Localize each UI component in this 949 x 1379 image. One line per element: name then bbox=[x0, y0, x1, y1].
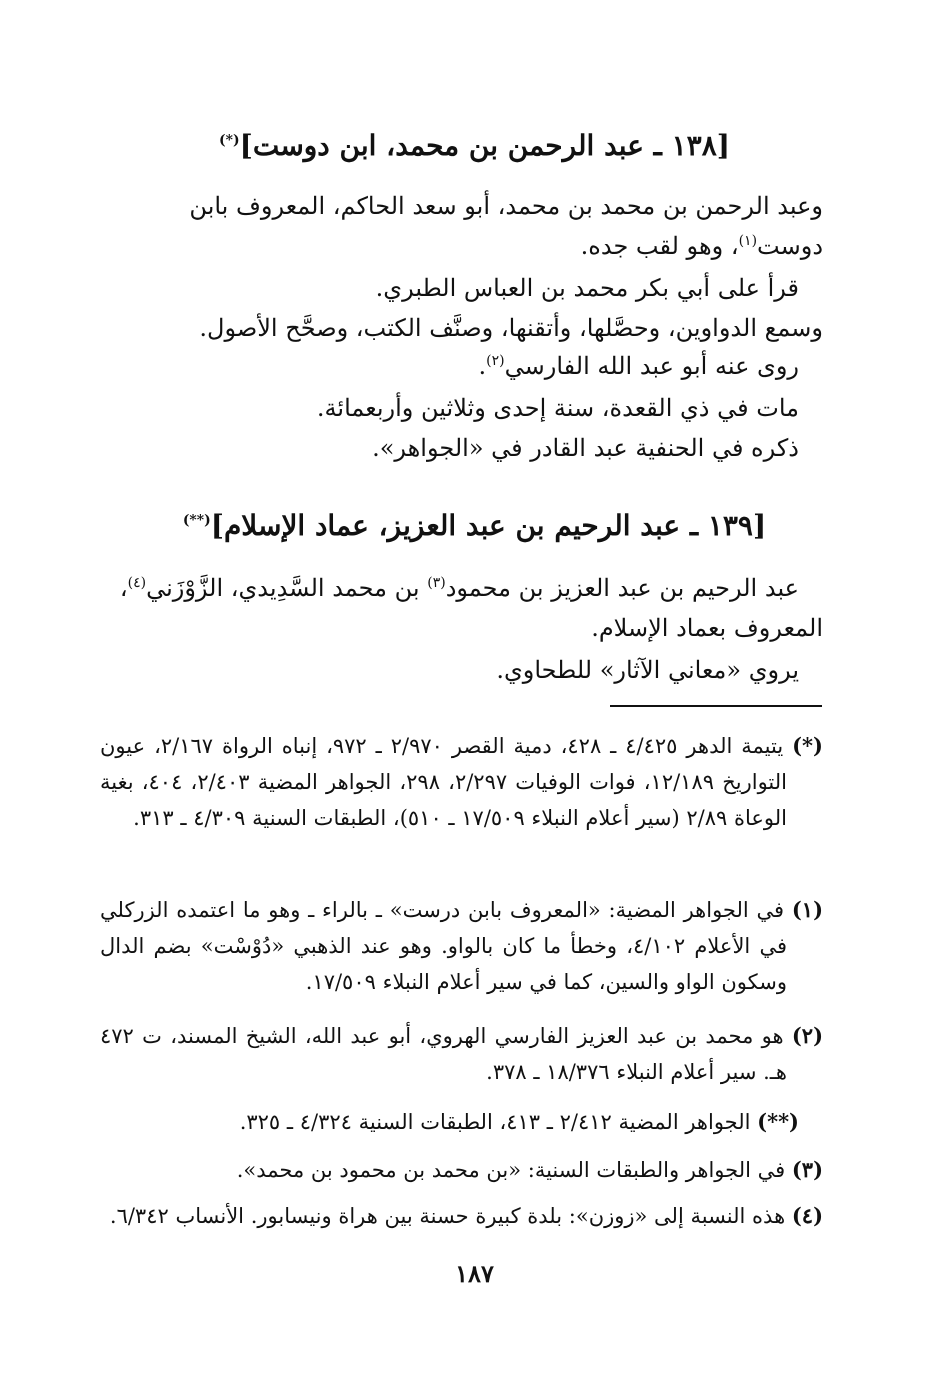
entry-138-line-5 bbox=[100, 346, 799, 386]
entry-139-line-1c: ، bbox=[119, 574, 128, 602]
footnote-ref-1[interactable]: (١) bbox=[738, 233, 758, 249]
entry-138-heading bbox=[100, 128, 849, 164]
footnote-double-star-text: الجواهر المضية ٢/٤١٢ ـ ٤١٣، الطبقات السنية ٤/٣٢٤ ـ ٣٢٥. bbox=[239, 1110, 751, 1134]
entry-138-line-4 bbox=[100, 308, 823, 348]
footnote-ref-4[interactable]: (٤) bbox=[127, 575, 147, 591]
page-number: ١٨٧ bbox=[455, 1259, 494, 1288]
entry-138-line-6 bbox=[100, 388, 799, 428]
entry-139-line-3-text: يروي «معاني الآثار» للطحاوي. bbox=[496, 656, 799, 684]
footnote-4-text: هذه النسبة إلى «زوزن»: بلدة كبيرة حسنة بين هراة ونيسابور. الأنساب ٦/٣٤٢. bbox=[109, 1204, 786, 1228]
footnote-2-mark: (٢) bbox=[791, 1023, 823, 1048]
entry-139-line-1b: بن محمد السَّدِيدي، الزَّوْزَني bbox=[146, 574, 428, 602]
entry-139-line-3 bbox=[100, 650, 799, 690]
footnote-1 bbox=[100, 892, 823, 1000]
footnote-1-mark: (١) bbox=[791, 897, 824, 922]
entry-138-line-5-text: روى عنه أبو عبد الله الفارسي bbox=[504, 352, 799, 380]
footnote-4 bbox=[100, 1198, 823, 1234]
entry-139-line-1 bbox=[100, 568, 799, 608]
entry-139-line-2 bbox=[100, 608, 823, 648]
entry-138-line-1 bbox=[100, 186, 823, 226]
entry-138-line-2-name: دوست bbox=[757, 232, 823, 260]
footnote-2-text: هو محمد بن عبد العزيز الفارسي الهروي، أبو عبد الله، الشيخ المسند، ت ٤٧٢ هـ. سير أعلام النبلاء ١٨/٣٧٦ ـ ٣٧٨. bbox=[100, 1024, 787, 1084]
footnote-double-star-mark: (**) bbox=[757, 1109, 799, 1134]
entry-138-line-3 bbox=[100, 268, 799, 308]
footnote-ref-2[interactable]: (٢) bbox=[486, 353, 505, 369]
entry-138-line-6-text: مات في ذي القعدة، سنة إحدى وثلاثين وأربعمائة. bbox=[316, 394, 799, 422]
entry-139-heading-mark: (**) bbox=[182, 512, 211, 529]
entry-138-line-4-text: وسمع الدواوين، وحصَّلها، وأتقنها، وصنَّف الكتب، وصحَّح الأصول. bbox=[199, 314, 823, 342]
entry-139-line-2-text: المعروف بعماد الإسلام. bbox=[591, 614, 823, 642]
footnote-separator bbox=[610, 705, 822, 707]
entry-138-line-2-text: ، وهو لقب جده. bbox=[580, 232, 739, 260]
footnote-star-mark: (*) bbox=[792, 733, 823, 758]
footnote-3-text: في الجواهر والطبقات السنية: «بن محمد بن محمود بن محمد». bbox=[236, 1158, 786, 1182]
footnote-4-mark: (٤) bbox=[791, 1203, 823, 1228]
entry-138-heading-mark: (*) bbox=[219, 132, 240, 149]
entry-138-line-5-end: . bbox=[478, 352, 487, 380]
entry-139-heading bbox=[100, 508, 849, 544]
footnote-star bbox=[100, 728, 823, 836]
entry-138-line-7 bbox=[100, 428, 799, 468]
entry-139-line-1a: عبد الرحيم بن عبد العزيز بن محمود bbox=[445, 574, 799, 602]
footnote-1-text: في الجواهر المضية: «المعروف بابن درست» ـ بالراء ـ وهو ما اعتمده الزركلي في الأعلام ٤/١٠٢، وخطأ ما كان بالواو. وهو عند الذهبي «دُوْسْت» بضم الدال وسكون الواو والسين، كما في سير أعلام النبلاء ١٧/٥٠٩. bbox=[100, 898, 787, 994]
entry-139-heading-text: [١٣٩ ـ عبد الرحيم بن عبد العزيز، عماد الإسلام] bbox=[210, 509, 767, 542]
footnote-double-star bbox=[100, 1104, 799, 1140]
entry-138-line-2 bbox=[100, 226, 823, 266]
footnote-3 bbox=[100, 1152, 823, 1188]
footnote-2 bbox=[100, 1018, 823, 1090]
entry-138-line-7-text: ذكره في الحنفية عبد القادر في «الجواهر». bbox=[372, 434, 799, 462]
footnote-ref-3[interactable]: (٣) bbox=[427, 575, 446, 591]
entry-138-line-3-text: قرأ على أبي بكر محمد بن العباس الطبري. bbox=[375, 274, 799, 302]
entry-138-line-1-text: وعبد الرحمن بن محمد بن محمد، أبو سعد الحاكم، المعروف بابن bbox=[189, 192, 823, 220]
entry-138-heading-text: [١٣٨ ـ عبد الرحمن بن محمد، ابن دوست] bbox=[239, 129, 730, 162]
footnote-star-text: يتيمة الدهر ٤/٤٢٥ ـ ٤٢٨، دمية القصر ٢/٩٧٠ ـ ٩٧٢، إنباه الرواة ٢/١٦٧، عيون التواريخ ١٢/١٨٩، فوات الوفيات ٢/٢٩٧، ٢٩٨، الجواهر المضية ٢/٤٠٣، ٤٠٤، بغية الوعاة ٢/٨٩ (سير أعلام النبلاء ١٧/٥٠٩ ـ ٥١٠)، الطبقات السنية ٤/٣٠٩ ـ ٣١٣. bbox=[100, 734, 787, 830]
footnote-3-mark: (٣) bbox=[791, 1157, 823, 1182]
